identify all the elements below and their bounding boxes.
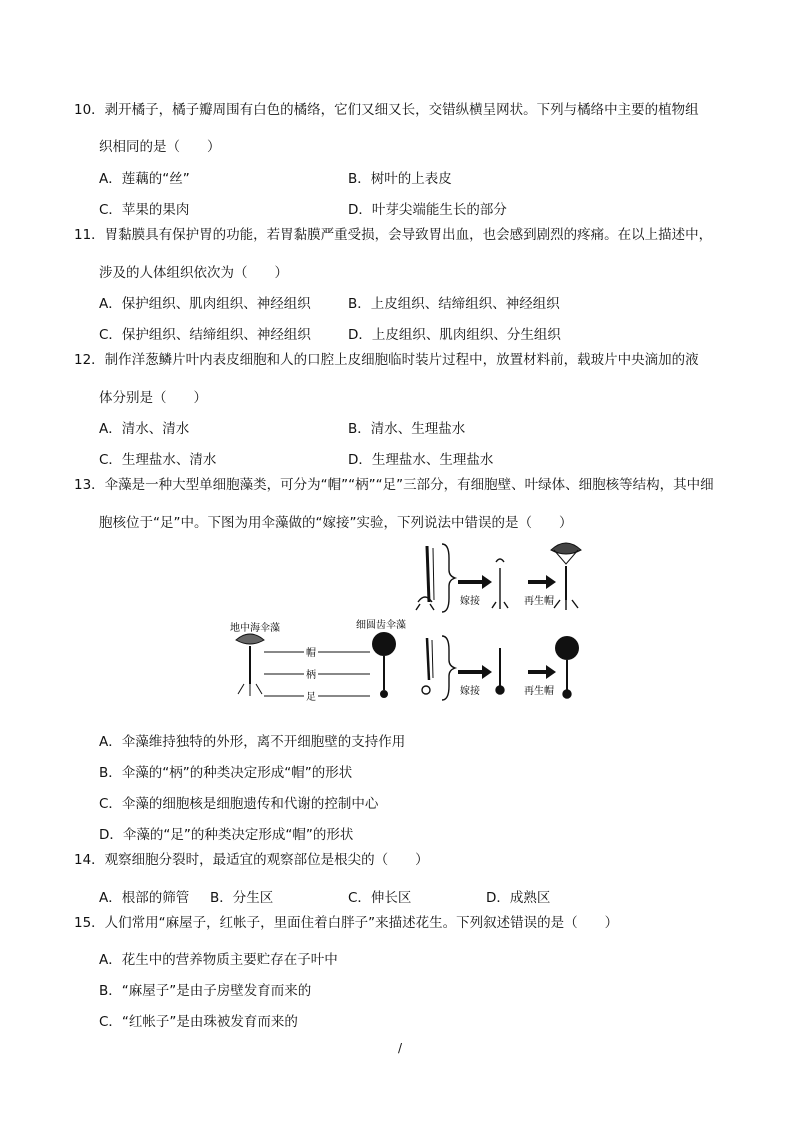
umbrella-algae-graft-figure (220, 540, 600, 710)
q11-stem-line2: 涉及的人体组织依次为（ ） (99, 265, 288, 281)
q11-option-a[interactable]: A．保护组织、肌肉组织、神经组织 (99, 296, 311, 312)
q12-stem-line1: 12．制作洋葱鳞片叶内表皮细胞和人的口腔上皮细胞临时装片过程中，放置材料前，载玻片中央滴加的液 (74, 352, 699, 368)
q13-stem-line2: 胞核位于“足”中。下图为用伞藻做的“嫁接”实验，下列说法中错误的是（ ） (99, 515, 573, 531)
crenulated-acetabularia (372, 632, 396, 698)
q11-stem-line1: 11．胃黏膜具有保护胃的功能，若胃黏膜严重受损，会导致胃出血，也会感到剧烈的疼痛。在以上描述中， (74, 227, 713, 243)
q14-option-d[interactable]: D．成熟区 (486, 890, 551, 906)
q10-option-b[interactable]: B．树叶的上表皮 (348, 171, 452, 187)
left-species-label: 地中海伞藻 (230, 623, 280, 634)
right-species-label: 细圆齿伞藻 (356, 620, 406, 631)
q14-option-c[interactable]: C．伸长区 (348, 890, 412, 906)
q12-option-b[interactable]: B．清水、生理盐水 (348, 421, 466, 437)
q11-option-c[interactable]: C．保护组织、结缔组织、神经组织 (99, 327, 311, 343)
q13-stem-line1: 13．伞藻是一种大型单细胞藻类，可分为“帽”“柄”“足”三部分，有细胞壁、叶绿体、细胞核等结构，其中细 (74, 477, 714, 493)
q15-option-b[interactable]: B．“麻屋子”是由子房壁发育而来的 (99, 983, 312, 999)
q10-stem-line2: 织相同的是（ ） (99, 139, 221, 155)
page-footer: / (398, 1041, 403, 1055)
q15-stem-line1: 15．人们常用“麻屋子，红帐子，里面住着白胖子”来描述花生。下列叙述错误的是（ ） (74, 915, 619, 931)
graft-label-bottom: 嫁接 (460, 686, 480, 697)
q10-option-a[interactable]: A．莲藕的“丝” (99, 171, 190, 187)
q12-option-d[interactable]: D．生理盐水、生理盐水 (348, 452, 494, 468)
q14-stem-line1: 14．观察细胞分裂时，最适宜的观察部位是根尖的（ ） (74, 852, 429, 868)
q10-option-c[interactable]: C．苹果的果肉 (99, 202, 190, 218)
q13-option-c[interactable]: C．伞藻的细胞核是细胞遗传和代谢的控制中心 (99, 796, 379, 812)
cap-label: 帽 (306, 648, 316, 659)
q13-option-b[interactable]: B．伞藻的“柄”的种类决定形成“帽”的形状 (99, 765, 353, 781)
q10-stem-line1: 10．剥开橘子，橘子瓣周围有白色的橘络，它们又细又长，交错纵横呈网状。下列与橘络中主要的植物组 (74, 102, 699, 118)
graft-label-top: 嫁接 (460, 596, 480, 607)
q12-option-c[interactable]: C．生理盐水、清水 (99, 452, 217, 468)
q13-option-d[interactable]: D．伞藻的“足”的种类决定形成“帽”的形状 (99, 827, 354, 843)
regen-label-bottom: 再生帽 (524, 686, 554, 697)
regen-label-top: 再生帽 (524, 596, 554, 607)
q13-option-a[interactable]: A．伞藻维持独特的外形，离不开细胞壁的支持作用 (99, 734, 406, 750)
foot-label: 足 (306, 692, 316, 703)
q10-option-d[interactable]: D．叶芽尖端能生长的部分 (348, 202, 507, 218)
regen-cap-top (551, 543, 581, 564)
mediterranean-acetabularia (236, 634, 264, 696)
q14-option-b[interactable]: B．分生区 (210, 890, 274, 906)
q11-option-b[interactable]: B．上皮组织、结缔组织、神经组织 (348, 296, 560, 312)
q11-option-d[interactable]: D．上皮组织、肌肉组织、分生组织 (348, 327, 561, 343)
q15-option-a[interactable]: A．花生中的营养物质主要贮存在子叶中 (99, 952, 338, 968)
q15-option-c[interactable]: C．“红帐子”是由珠被发育而来的 (99, 1014, 298, 1030)
q12-option-a[interactable]: A．清水、清水 (99, 421, 190, 437)
stalk-label: 柄 (306, 670, 316, 681)
q14-option-a[interactable]: A．根部的筛管 (99, 890, 190, 906)
q12-stem-line2: 体分别是（ ） (99, 390, 207, 406)
